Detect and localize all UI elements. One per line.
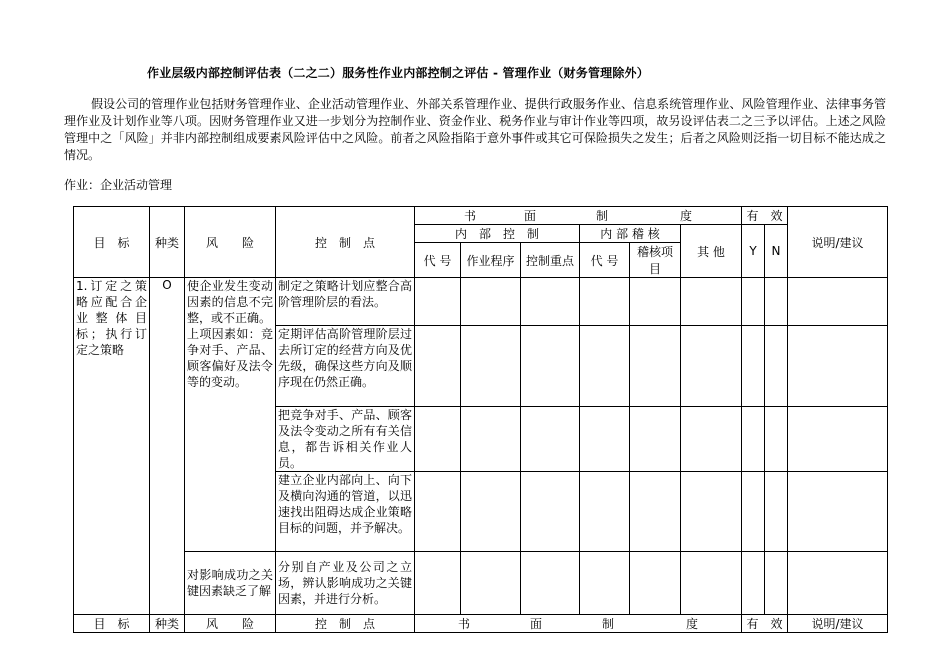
header-procedure: 作业程序 [461, 243, 521, 278]
header-key-point: 控制重点 [521, 243, 580, 278]
empty-cell [580, 472, 630, 552]
empty-cell [461, 407, 521, 472]
footer-type: 种类 [150, 615, 185, 633]
empty-cell [521, 326, 580, 407]
footer-effective: 有 效 [742, 615, 788, 633]
empty-cell [742, 407, 765, 472]
header-internal-audit: 内 部 稽 核 [580, 225, 681, 243]
footer-remarks: 说明/建议 [788, 615, 888, 633]
control-cell: 分别自产业及公司之立场，辨认影响成功之关键因素，并进行分析。 [276, 552, 415, 615]
objective-text: 1.订定之策略应配合企业整体目标；执行订定之策略 [76, 279, 147, 357]
empty-cell [521, 407, 580, 472]
footer-risk: 风 险 [185, 615, 276, 633]
empty-cell [765, 326, 788, 407]
risk-cell-1 [185, 278, 276, 552]
operation-label: 作业：企业活动管理 [64, 178, 173, 192]
empty-cell [788, 278, 888, 326]
assessment-table [73, 206, 888, 633]
header-audit-item: 稽核项目 [630, 243, 681, 278]
risk-text-2: 对影响成功之关键因素缺乏了解 [187, 568, 273, 598]
intro-paragraph: 假设公司的管理作业包括财务管理作业、企业活动管理作业、外部关系管理作业、提供行政服务作业、信息系统管理作业、风险管理作业、法律事务管理作业及计划作业等八项。因财务管理作业又进一步划分为控制作业、资金作业、税务作业与审计作业等四项，故另设评估表二之三予以评估。上述之风险管理中之「风险」并非内部控制组成要素风险评估中之风险。前者之风险指陷于意外事件或其它可保险损失之发生；后者之风险则泛指一切目标不能达成之情况。 [64, 97, 886, 162]
header-code: 代 号 [415, 243, 461, 278]
empty-cell [415, 326, 461, 407]
control-cell: 制定之策略计划应整合高阶管理阶层的看法。 [276, 278, 415, 326]
empty-cell [630, 407, 681, 472]
control-cell: 定期评估高阶管理阶层过去所订定的经营方向及优先级，确保这些方向及顺序现在仍然正确。 [276, 326, 415, 407]
empty-cell [681, 552, 742, 615]
empty-cell [681, 472, 742, 552]
empty-cell [461, 326, 521, 407]
empty-cell [580, 278, 630, 326]
empty-cell [788, 472, 888, 552]
header-audit-code: 代 号 [580, 243, 630, 278]
risk-text-1: 使企业发生变动因素的信息不完整，或不正确。 [187, 279, 273, 325]
empty-cell [788, 326, 888, 407]
empty-cell [765, 407, 788, 472]
header-written-system: 书 面 制 度 [415, 207, 742, 225]
header-y: Y [742, 225, 765, 278]
empty-cell [742, 472, 765, 552]
empty-cell [461, 278, 521, 326]
header-risk: 风 险 [185, 207, 276, 278]
footer-objective: 目 标 [74, 615, 150, 633]
risk-text-1b: 上项因素如：竞争对手、产品、顾客偏好及法令等的变动。 [187, 327, 273, 389]
footer-control: 控 制 点 [276, 615, 415, 633]
header-objective: 目 标 [74, 207, 150, 278]
footer-written-system: 书 面 制 度 [415, 615, 742, 633]
empty-cell [461, 552, 521, 615]
objective-cell [74, 278, 150, 615]
empty-cell [681, 278, 742, 326]
type-cell: O [150, 278, 185, 615]
header-other: 其 他 [681, 225, 742, 278]
empty-cell [630, 278, 681, 326]
empty-cell [415, 278, 461, 326]
empty-cell [415, 407, 461, 472]
empty-cell [461, 472, 521, 552]
header-remarks: 说明/建议 [788, 207, 888, 278]
empty-cell [580, 552, 630, 615]
header-effective: 有 效 [742, 207, 788, 225]
empty-cell [681, 407, 742, 472]
empty-cell [521, 472, 580, 552]
empty-cell [521, 278, 580, 326]
header-type: 种类 [150, 207, 185, 278]
header-internal-control: 内 部 控 制 [415, 225, 580, 243]
page-title: 作业层级内部控制评估表（二之二）服务性作业内部控制之评估 - 管理作业（财务管理除外） [147, 66, 649, 80]
header-n: N [765, 225, 788, 278]
empty-cell [415, 552, 461, 615]
empty-cell [681, 326, 742, 407]
empty-cell [630, 472, 681, 552]
control-cell: 建立企业内部向上、向下及横向沟通的管道，以迅速找出阻碍达成企业策略目标的问题，并予解决。 [276, 472, 415, 552]
empty-cell [788, 407, 888, 472]
empty-cell [788, 552, 888, 615]
empty-cell [765, 552, 788, 615]
header-control: 控 制 点 [276, 207, 415, 278]
empty-cell [415, 472, 461, 552]
empty-cell [742, 552, 765, 615]
empty-cell [742, 278, 765, 326]
empty-cell [630, 326, 681, 407]
control-cell: 把竞争对手、产品、顾客及法令变动之所有有关信息，都告诉相关作业人员。 [276, 407, 415, 472]
empty-cell [580, 326, 630, 407]
empty-cell [765, 278, 788, 326]
risk-cell-2 [185, 552, 276, 615]
empty-cell [521, 552, 580, 615]
empty-cell [765, 472, 788, 552]
empty-cell [630, 552, 681, 615]
empty-cell [742, 326, 765, 407]
empty-cell [580, 407, 630, 472]
